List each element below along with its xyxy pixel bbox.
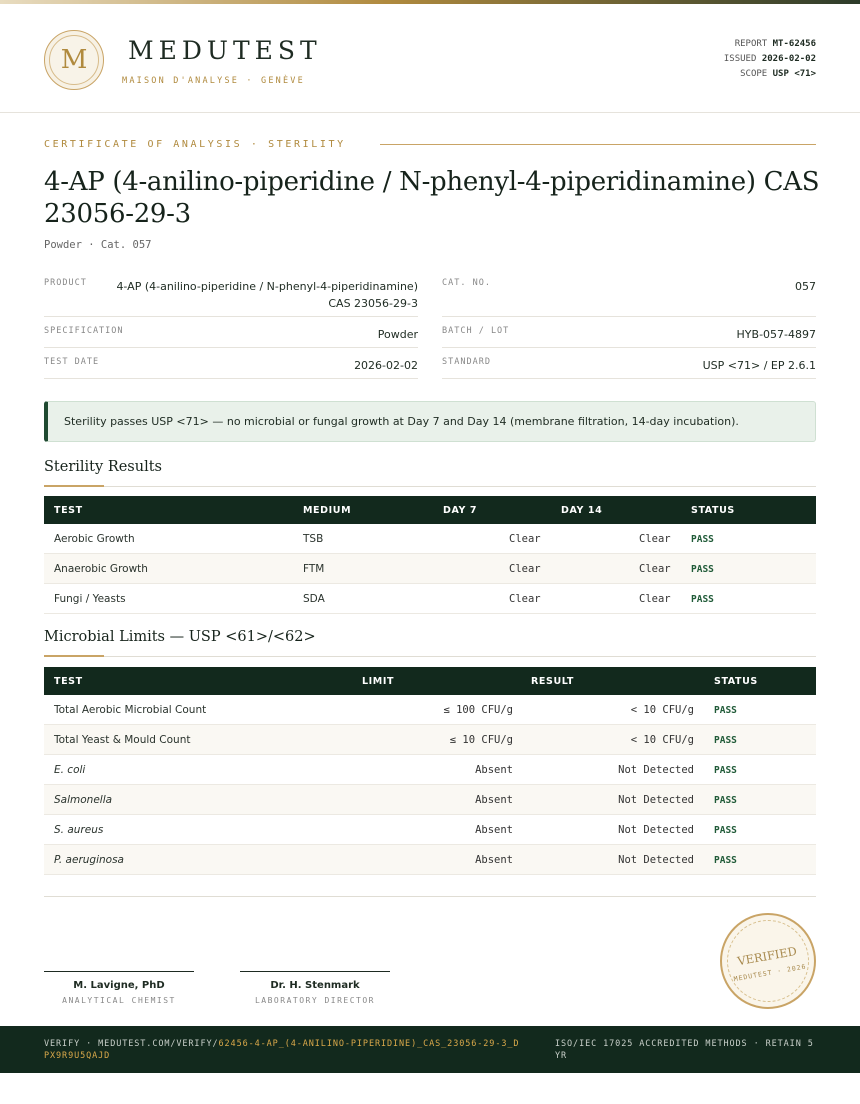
- seal-word: VERIFIED: [736, 943, 798, 969]
- signatory-name: Dr. H. Stenmark: [270, 980, 360, 991]
- date-value: 2026-02-02: [354, 359, 418, 372]
- signatory-role: LABORATORY DIRECTOR: [254, 996, 375, 1005]
- status-badge: PASS: [691, 594, 714, 605]
- seal-lettering: [720, 913, 816, 1009]
- signatory-name: M. Lavigne, PhD: [73, 980, 165, 991]
- table-row: Aerobic Growth TSB Clear Clear PASS: [44, 524, 816, 554]
- info-batch: BATCH / LOT HYB-057-4897: [442, 326, 816, 348]
- spec-value: Powder: [377, 328, 418, 341]
- table-row: Salmonella Absent Not Detected PASS: [44, 785, 816, 815]
- status-badge: PASS: [714, 825, 737, 836]
- report-meta: [724, 37, 816, 82]
- col-status: STATUS: [714, 676, 758, 687]
- notice-text: Sterility passes USP <71> — no microbial or fungal growth at Day 7 and Day 14 (membrane filtration, 14-day incubation).: [64, 415, 739, 428]
- col-test: TEST: [54, 676, 83, 687]
- signature-divider: [44, 896, 816, 897]
- document-kicker: CERTIFICATE OF ANALYSIS · STERILITY: [44, 139, 346, 150]
- signatory-role: ANALYTICAL CHEMIST: [62, 996, 176, 1005]
- col-day14: DAY 14: [561, 505, 603, 516]
- logo-emblem: [44, 30, 104, 90]
- status-badge: PASS: [714, 735, 737, 746]
- status-badge: PASS: [714, 795, 737, 806]
- status-badge: PASS: [691, 564, 714, 575]
- table-row: P. aeruginosa Absent Not Detected PASS: [44, 845, 816, 875]
- cat-value: 057: [795, 280, 816, 293]
- info-product: PRODUCT 4-AP (4-anilino-piperidine / N-phenyl-4-piperidinamine) CAS 23056-29-3: [44, 278, 418, 317]
- status-badge: PASS: [691, 534, 714, 545]
- status-badge: PASS: [714, 765, 737, 776]
- info-standard: STANDARD USP <71> / EP 2.6.1: [442, 357, 816, 379]
- table-row: Anaerobic Growth FTM Clear Clear PASS: [44, 554, 816, 584]
- scope: SCOPE USP <71>: [740, 69, 816, 79]
- brand-tagline: MAISON D'ANALYSE · GENÈVE: [122, 76, 305, 86]
- issued-date: ISSUED 2026-02-02: [723, 54, 816, 64]
- batch-value: HYB-057-4897: [736, 328, 816, 341]
- verify-link[interactable]: 62456-4-AP_(4-ANILINO-PIPERIDINE)_CAS_23056-29-3_DPX9R9U5QAJD: [44, 1039, 520, 1061]
- info-cat-no: CAT. NO. 057: [442, 278, 816, 317]
- verify-line: VERIFY · MEDUTEST.COM/VERIFY/62456-4-AP_(4-ANILINO-PIPERIDINE)_CAS_23056-29-3_DPX9R9U5QAJD: [44, 1039, 520, 1061]
- microbial-section-title: Microbial Limits — USP <61>/<62>: [44, 629, 316, 645]
- page-title: 4-AP (4-anilino-piperidine / N-phenyl-4-piperidinamine) CAS 23056-29-3: [44, 167, 820, 229]
- col-limit: LIMIT: [362, 676, 395, 687]
- verified-seal: [720, 913, 816, 1009]
- info-test-date: TEST DATE 2026-02-02: [44, 357, 418, 379]
- product-value: 4-AP (4-anilino-piperidine / N-phenyl-4-piperidinamine) CAS 23056-29-3: [116, 280, 418, 310]
- col-result: RESULT: [531, 676, 574, 687]
- info-specification: SPECIFICATION Powder: [44, 326, 418, 348]
- seal-arc: MEDUTEST · 2026: [733, 962, 808, 984]
- table-row: Total Aerobic Microbial Count ≤ 100 CFU/g < 10 CFU/g PASS: [44, 695, 816, 725]
- signature-analyst: [44, 971, 194, 1005]
- page-subtitle: Powder · Cat. 057: [44, 239, 152, 251]
- col-medium: MEDIUM: [303, 505, 352, 516]
- report-number: REPORT MT-62456: [734, 39, 816, 49]
- kicker-divider: [380, 144, 816, 145]
- signature-director: [240, 971, 390, 1005]
- section-accent: [44, 485, 104, 487]
- result-notice: [44, 401, 816, 442]
- sterility-section-title: Sterility Results: [44, 459, 162, 475]
- table-row: Total Yeast & Mould Count ≤ 10 CFU/g < 10 CFU/g PASS: [44, 725, 816, 755]
- table-row: S. aureus Absent Not Detected PASS: [44, 815, 816, 845]
- status-badge: PASS: [714, 855, 737, 866]
- section-rule: [44, 486, 816, 487]
- brand-name: MEDUTEST: [128, 36, 322, 65]
- standard-value: USP <71> / EP 2.6.1: [702, 359, 816, 372]
- accreditation-note: ISO/IEC 17025 ACCREDITED METHODS · RETAIN 5 YR: [555, 1039, 814, 1061]
- col-day7: DAY 7: [443, 505, 478, 516]
- logo-monogram: M: [49, 35, 99, 85]
- status-badge: PASS: [714, 705, 737, 716]
- header: [0, 4, 860, 113]
- sterility-table-header: [44, 496, 816, 524]
- table-row: Fungi / Yeasts SDA Clear Clear PASS: [44, 584, 816, 614]
- microbial-table-header: [44, 667, 816, 695]
- section-rule: [44, 656, 816, 657]
- section-accent: [44, 655, 104, 657]
- col-status: STATUS: [691, 505, 735, 516]
- table-row: E. coli Absent Not Detected PASS: [44, 755, 816, 785]
- footer: [0, 1026, 860, 1073]
- col-test: TEST: [54, 505, 83, 516]
